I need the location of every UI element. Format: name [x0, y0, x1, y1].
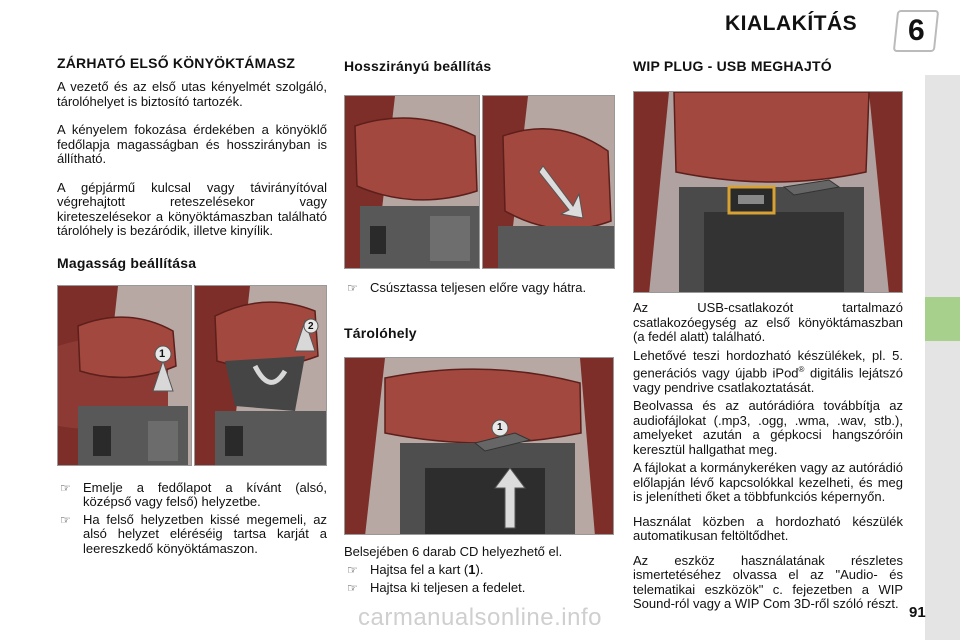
armrest-image-lower [57, 285, 192, 466]
list-item: ☞ Hajtsa ki teljesen a fedelet. [347, 579, 526, 595]
image-marker: 1 [497, 421, 503, 433]
slide-image-front [482, 95, 615, 269]
pointing-hand-icon: ☞ [60, 480, 71, 495]
page-title: KIALAKÍTÁS [725, 12, 858, 35]
chapter-tab-active[interactable] [925, 297, 960, 341]
pointing-hand-icon: ☞ [347, 281, 358, 295]
paragraph: A kényelem fokozása érdekében a könyöklő fedőlapja magasságban és hosszirányban is állítható. [57, 122, 327, 166]
paragraph: Használat közben a hordozható készülék automatikusan feltöltődhet. [633, 513, 903, 544]
chapter-number: 6 [907, 14, 925, 47]
usb-image [633, 91, 903, 293]
list-item: ☞ Ha felső helyzetben kissé megemeli, az alsó helyzet eléréséig tartsa karját a leereszkedő könyöktámaszon. [60, 511, 327, 556]
section-heading-armrest: ZÁRHATÓ ELSŐ KÖNYÖKTÁMASZ [57, 55, 296, 71]
longitudinal-images [344, 95, 616, 269]
paragraph: A vezető és az első utas kényelmét szolgáló, tárolóhelyet is biztosító tartozék. [57, 79, 327, 109]
chapter-badge [893, 10, 939, 52]
slide-image-back [344, 95, 480, 269]
storage-steps [344, 563, 616, 595]
list-item: ☞ Hajtsa fel a kart (1). [347, 562, 484, 577]
column-adjust-storage [344, 58, 616, 595]
side-tab-strip [925, 75, 960, 640]
list-item: ☞ Emelje a fedőlapot a kívánt (alsó, középső vagy felső) helyzetbe. [60, 479, 327, 509]
watermark: carmanualsonline.info [358, 604, 602, 631]
column-usb [633, 58, 903, 612]
section-heading-usb: WIP PLUG - USB MEGHAJTÓ [633, 58, 832, 74]
pointing-hand-icon: ☞ [60, 512, 71, 527]
image-marker: 1 [159, 347, 166, 360]
paragraph: Lehetővé teszi hordozható készülékek, pl. 5. generációs vagy újabb iPod® digitális lejátszó vagy pendrive csatlakoztatását. [633, 347, 903, 395]
paragraph: A fájlokat a kormánykeréken vagy az autórádió előlapján lévő kapcsolókkal kezelheti, és meg is jelenítheti őket a többfunkciós képernyőn. [633, 460, 903, 505]
column-armrest [57, 55, 327, 556]
longitudinal-steps [344, 281, 616, 296]
paragraph: Az eszköz használatának részletes ismertetéséhez olvassa el az "Audio- és telematikai eszközök" c. fejezetben a WIP Sound-ról vagy a WIP Com 3D-ről szóló részt. [633, 552, 903, 612]
image-marker: 2 [308, 320, 314, 332]
pointing-hand-icon: ☞ [347, 580, 358, 595]
pointing-hand-icon: ☞ [347, 563, 358, 577]
height-adjust-images [57, 285, 327, 466]
paragraph: Belsejében 6 darab CD helyezhető el. [344, 543, 563, 559]
paragraph: A gépjármű kulcsal vagy távirányítóval végrehajtott reteszelésekor vagy kireteszelésekor a könyöktámaszban található tárolóhely is bezáródik, illetve kinyílik. [57, 179, 327, 238]
armrest-image-upper [194, 285, 327, 466]
paragraph: Beolvassa és az autórádióra továbbítja az audiofájlokat (.mp3, .ogg, .wma, .wav, stb.), amelyeket azután a gépkocsi hangszóróin keresztül hallgathat meg. [633, 398, 903, 457]
section-heading-storage: Tárolóhely [344, 324, 417, 341]
paragraph: Az USB-csatlakozót tartalmazó csatlakozóegység az első könyöktámaszban (a fedél alatt) található. [633, 300, 903, 344]
list-item: ☞ Csúsztassa teljesen előre vagy hátra. [347, 280, 587, 295]
height-steps [57, 481, 327, 557]
section-heading-longitudinal: Hosszirányú beállítás [344, 58, 492, 74]
section-heading-height: Magasság beállítása [57, 254, 197, 271]
storage-image [344, 357, 614, 535]
page-number: 91 [909, 604, 926, 621]
